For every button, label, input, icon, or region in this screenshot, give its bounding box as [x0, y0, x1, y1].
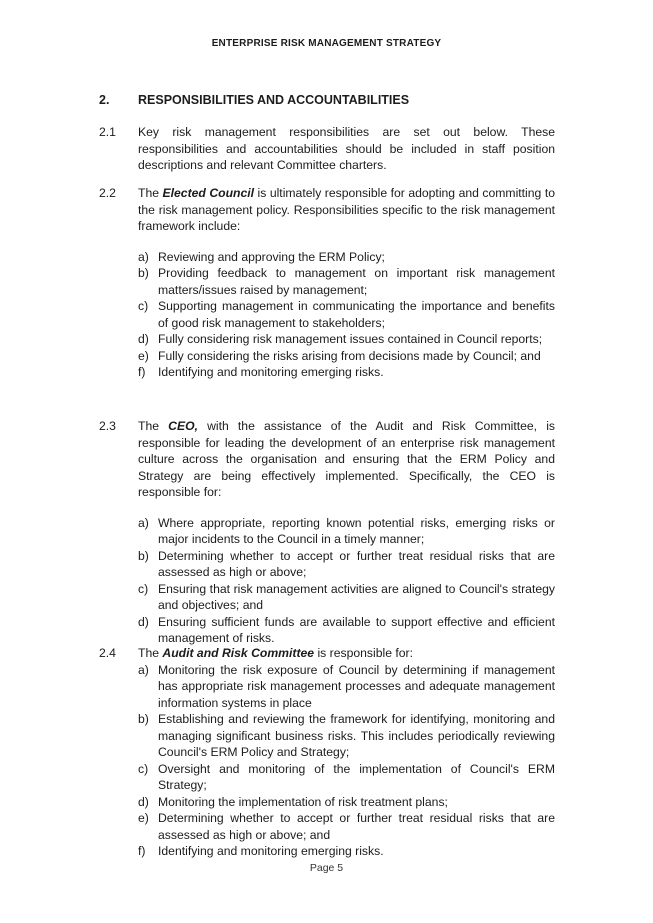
paragraph-text — [138, 645, 555, 662]
section-title: RESPONSIBILITIES AND ACCOUNTABILITIES — [138, 93, 410, 107]
list-item: a) Where appropriate, reporting known potential risks, emerging risks or major incidents to the Council in a timely manner; — [138, 515, 555, 546]
list-item: e) Determining whether to accept or further treat residual risks that are assessed as high or above; and — [138, 811, 555, 842]
list-item: a) Monitoring the risk exposure of Council by determining if management has appropriate risk management processes and adequate management information systems in place — [138, 662, 555, 710]
list-item: c) Supporting management in communicating the importance and benefits of good risk management to stakeholders; — [138, 299, 555, 330]
text-run: is responsible for: — [314, 646, 413, 660]
list-item: c) Oversight and monitoring of the implementation of Council's ERM Strategy; — [138, 761, 555, 792]
text-run: The — [138, 419, 169, 433]
text-run: The — [138, 186, 163, 200]
page-number: Page 5 — [309, 862, 344, 874]
paragraph-number: 2.1 — [99, 125, 116, 139]
list-item: b) Providing feedback to management on important risk management matters/issues raised by management; — [138, 266, 555, 297]
text-run: The — [138, 646, 163, 660]
list-item: b) Determining whether to accept or further treat residual risks that are assessed as high or above; — [138, 548, 555, 579]
list-item: d) Monitoring the implementation of risk treatment plans; — [138, 794, 448, 809]
paragraph-text: Key risk management responsibilities are set out below. These responsibilities and accountabilities should be included in staff position descriptions and relevant Committee charters. — [138, 125, 555, 172]
paragraph-2-3 — [99, 418, 555, 647]
list-item: f) Identifying and monitoring emerging risks. — [138, 844, 384, 858]
list-item: c) Ensuring that risk management activities are aligned to Council's strategy and objectives; and — [138, 581, 555, 612]
emphasis-audit-risk-committee: Audit and Risk Committee — [162, 646, 315, 660]
paragraph-number: 2.2 — [99, 186, 116, 200]
list-item: d) Ensuring sufficient funds are available to support effective and efficient management of risks. — [138, 614, 555, 645]
paragraph-text — [138, 185, 555, 235]
text-run: is ultimately responsible for adopting and committing to the risk management policy. Responsibilities specific to the risk management framework include: — [138, 186, 555, 233]
paragraph-2-4 — [99, 645, 555, 860]
list-item: a) Reviewing and approving the ERM Policy; — [138, 249, 385, 264]
list-item: e) Fully considering the risks arising from decisions made by Council; and — [138, 348, 541, 363]
paragraph-number: 2.4 — [99, 646, 116, 660]
paragraph-2-1 — [99, 124, 555, 174]
paragraph-2-2 — [99, 185, 555, 381]
list-item: b) Establishing and reviewing the framework for identifying, monitoring and managing significant business risks. This includes periodically reviewing Council's ERM Policy and Strategy; — [138, 712, 555, 759]
list-item: f) Identifying and monitoring emerging risks. — [138, 365, 384, 379]
responsibility-list — [138, 515, 555, 647]
list-item: d) Fully considering risk management issues contained in Council reports; — [138, 332, 543, 346]
responsibility-list — [138, 249, 555, 381]
paragraph-text — [138, 418, 555, 501]
emphasis-ceo: CEO, — [168, 419, 198, 433]
emphasis-elected-council: Elected Council — [162, 186, 255, 200]
text-run: with the assistance of the Audit and Risk Committee, is responsible for leading the development of an enterprise risk management culture across the organisation and ensuring that the ERM Policy and Strategy are being effectively implemented. Specifically, the CEO is responsible for: — [138, 419, 555, 499]
section-number: 2. — [99, 93, 110, 107]
page-header: ENTERPRISE RISK MANAGEMENT STRATEGY — [211, 38, 442, 49]
responsibility-list — [138, 662, 555, 860]
paragraph-number: 2.3 — [99, 419, 116, 433]
